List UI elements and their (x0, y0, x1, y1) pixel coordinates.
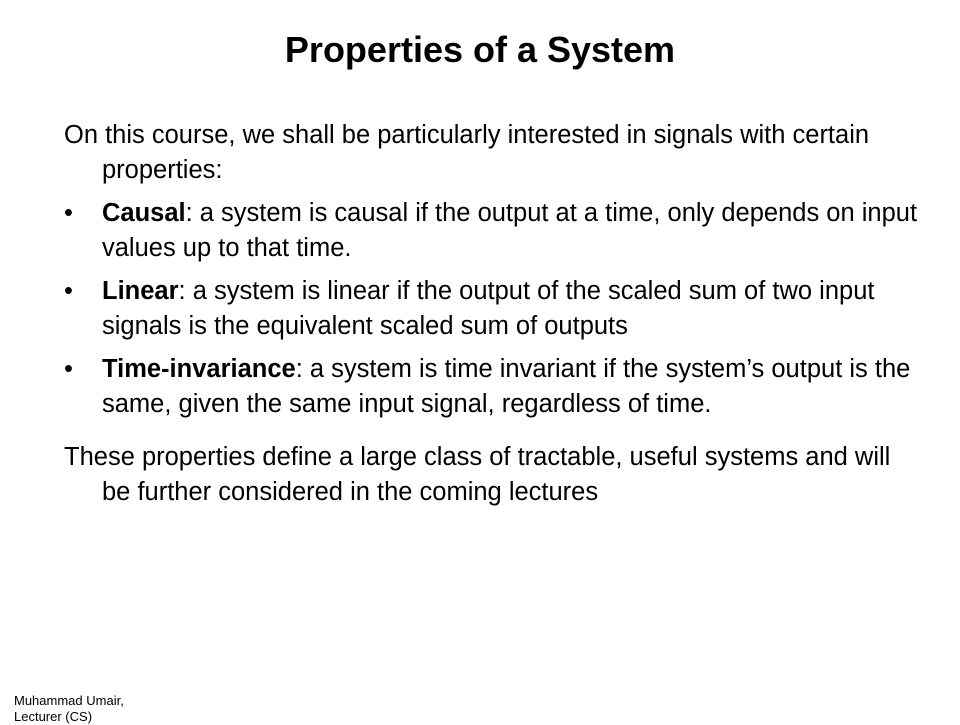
term-time-invariance: Time-invariance (102, 355, 296, 383)
bullet-icon: • (64, 277, 73, 305)
list-item-causal (64, 196, 924, 266)
outro-paragraph: These properties define a large class of tractable, useful systems and will be further considered in the coming lectures (64, 443, 891, 506)
footer-role: Lecturer (CS) (14, 709, 93, 724)
slide-title: Properties of a System (284, 29, 676, 70)
definition-time-invariance: : a system is time invariant if the system’s output is the same, given the same input signal, regardless of time. (102, 355, 911, 418)
list-item-linear (64, 274, 924, 344)
term-causal: Causal (102, 199, 186, 227)
bullet-icon: • (64, 355, 73, 383)
definition-linear: : a system is linear if the output of the scaled sum of two input signals is the equivalent scaled sum of outputs (102, 277, 875, 340)
list-item-time-invariance (64, 352, 924, 422)
slide-body (64, 118, 924, 510)
footer-author: Muhammad Umair, (14, 693, 124, 708)
term-linear: Linear (102, 277, 179, 305)
definition-causal: : a system is causal if the output at a time, only depends on input values up to that time. (102, 199, 918, 262)
property-list (64, 196, 924, 422)
intro-paragraph: On this course, we shall be particularly interested in signals with certain properties: (64, 121, 870, 184)
footer-credit (14, 693, 154, 725)
bullet-icon: • (64, 199, 73, 227)
